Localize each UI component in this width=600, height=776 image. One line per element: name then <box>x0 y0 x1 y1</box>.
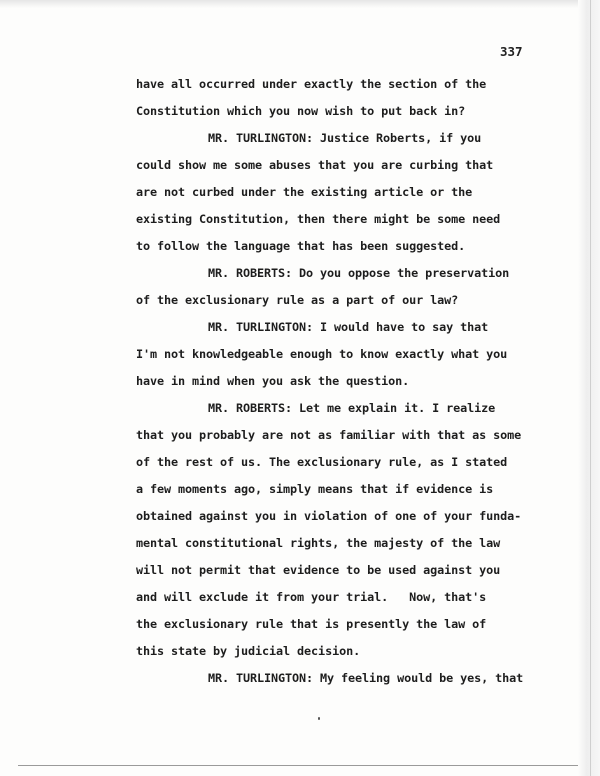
text-line-17: obtained against you in violation of one of your funda- <box>136 509 522 523</box>
text-line-3: MR. TURLINGTON: Justice Roberts, if you <box>208 131 482 145</box>
text-line-5: are not curbed under the existing article or the <box>136 185 473 199</box>
text-line-7: to follow the language that has been suggested. <box>136 239 466 253</box>
text-line-11: I'm not knowledgeable enough to know exactly what you <box>136 347 508 361</box>
text-line-23: MR. TURLINGTON: My feeling would be yes, that <box>208 671 524 685</box>
text-line-10: MR. TURLINGTON: I would have to say that <box>208 320 489 334</box>
text-line-20: and will exclude it from your trial. Now, that's <box>136 590 487 604</box>
text-line-6: existing Constitution, then there might be some need <box>136 212 501 226</box>
text-line-19: will not permit that evidence to be used against you <box>136 563 501 577</box>
text-line-2: Constitution which you now wish to put back in? <box>136 104 466 118</box>
text-line-22: this state by judicial decision. <box>136 644 361 658</box>
text-line-14: that you probably are not as familiar with that as some <box>136 428 522 442</box>
text-line-13: MR. ROBERTS: Let me explain it. I realize <box>208 401 496 415</box>
text-line-15: of the rest of us. The exclusionary rule, as I stated <box>136 455 508 469</box>
text-line-18: mental constitutional rights, the majesty of the law <box>136 536 501 550</box>
text-line-16: a few moments ago, simply means that if evidence is <box>136 482 494 496</box>
page-right-edge <box>578 0 600 776</box>
page-top-edge <box>0 0 600 8</box>
text-line-9: of the exclusionary rule as a part of our law? <box>136 293 459 307</box>
page-bottom-line <box>18 765 578 766</box>
text-line-8: MR. ROBERTS: Do you oppose the preservation <box>208 266 510 280</box>
page-edge-line <box>590 0 591 776</box>
ink-speck <box>318 717 320 720</box>
page-number: 337 <box>500 44 523 59</box>
text-line-12: have in mind when you ask the question. <box>136 374 410 388</box>
text-line-1: have all occurred under exactly the section of the <box>136 77 487 91</box>
text-line-21: the exclusionary rule that is presently the law of <box>136 617 487 631</box>
text-line-4: could show me some abuses that you are curbing that <box>136 158 494 172</box>
